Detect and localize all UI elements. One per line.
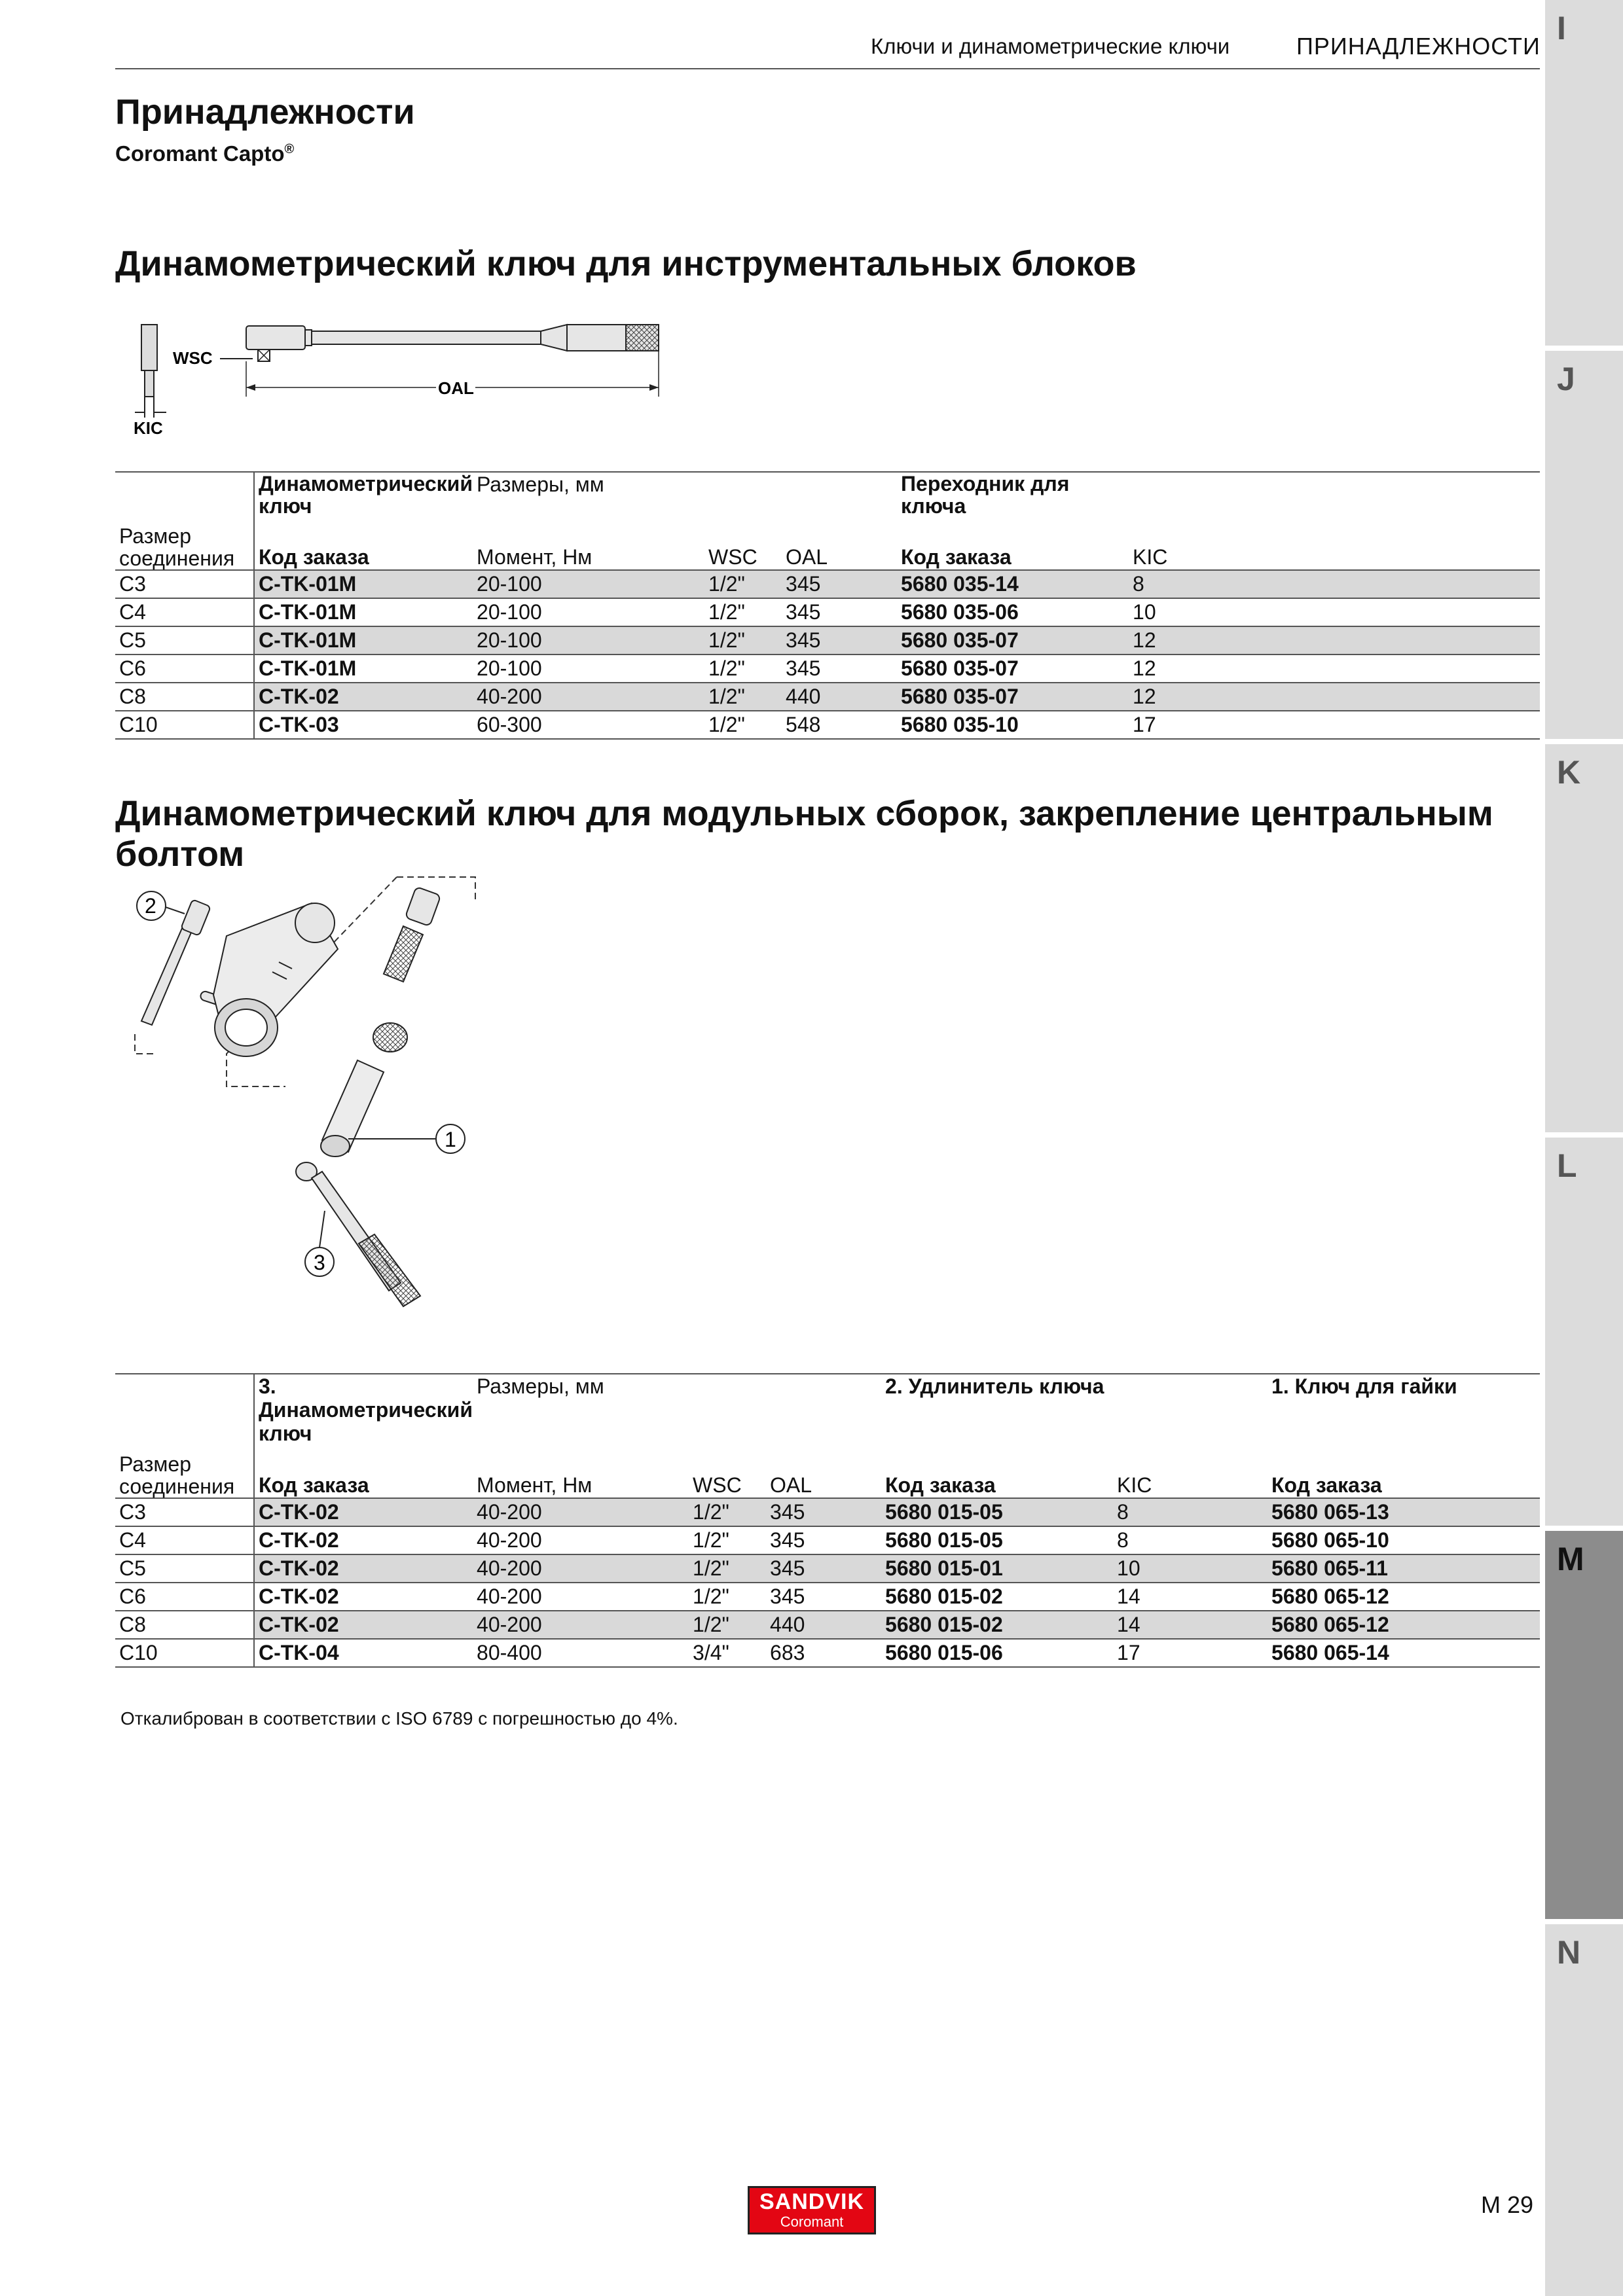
table-row — [115, 598, 1540, 626]
column-header: WSC — [689, 1445, 766, 1498]
cell: C-TK-04 — [254, 1639, 473, 1667]
group-header — [766, 1374, 881, 1445]
cell: C-TK-01M — [254, 598, 473, 626]
table-row — [115, 1498, 1540, 1526]
cell: 5680 035-10 — [897, 711, 1129, 739]
cell: 8 — [1113, 1526, 1267, 1554]
group-header — [1113, 1374, 1267, 1445]
cell: C-TK-03 — [254, 711, 473, 739]
group-header — [782, 472, 897, 517]
column-header: OAL — [766, 1445, 881, 1498]
cell: 5680 035-14 — [897, 570, 1129, 598]
column-header: Код заказа — [254, 1445, 473, 1498]
cell: C-TK-02 — [254, 1526, 473, 1554]
cell: 5680 035-07 — [897, 655, 1129, 683]
cell: 5680 015-05 — [881, 1526, 1113, 1554]
cell: 1/2" — [704, 655, 782, 683]
center-bolt — [405, 887, 441, 927]
cell: 14 — [1113, 1583, 1267, 1611]
cell: C-TK-02 — [254, 683, 473, 711]
column-header: KIC — [1129, 517, 1540, 570]
logo-sub: Coromant — [780, 2214, 844, 2230]
cell: 12 — [1129, 626, 1540, 655]
cell: 8 — [1129, 570, 1540, 598]
cell: 440 — [766, 1611, 881, 1639]
cell: 5680 065-10 — [1267, 1526, 1540, 1554]
cell: 40-200 — [473, 1554, 689, 1583]
cell: C4 — [115, 1526, 254, 1554]
cell: 1/2" — [689, 1498, 766, 1526]
kic-label: KIC — [134, 418, 163, 438]
header-divider — [115, 68, 1540, 69]
cell: C-TK-02 — [254, 1498, 473, 1526]
cell: 14 — [1113, 1611, 1267, 1639]
cell: C-TK-02 — [254, 1611, 473, 1639]
cell: 1/2" — [689, 1526, 766, 1554]
group-header: Размеры, мм — [473, 472, 704, 517]
table-tool-block-wrench — [115, 471, 1540, 740]
cell: C-TK-02 — [254, 1583, 473, 1611]
cell: 683 — [766, 1639, 881, 1667]
section2-title: Динамометрический ключ для модульных сборок, закрепление центральным болтом — [115, 794, 1493, 874]
cell: 5680 065-12 — [1267, 1583, 1540, 1611]
cell: 548 — [782, 711, 897, 739]
cell: 40-200 — [473, 1498, 689, 1526]
table-row — [115, 626, 1540, 655]
group-header: 3. Динамометрический ключ — [254, 1374, 473, 1445]
cell: 10 — [1129, 598, 1540, 626]
cell: 345 — [766, 1554, 881, 1583]
tab-i[interactable] — [1545, 0, 1623, 346]
page-title: Принадлежности — [115, 92, 415, 132]
cell: 345 — [766, 1498, 881, 1526]
cell: 40-200 — [473, 1583, 689, 1611]
group-header: Динамометрический ключ — [254, 472, 473, 517]
tab-l[interactable] — [1545, 1138, 1623, 1526]
table-modular-wrench — [115, 1373, 1540, 1668]
cell: C8 — [115, 683, 254, 711]
cell: 40-200 — [473, 683, 704, 711]
callout-2-label: 2 — [145, 894, 156, 918]
wsc-label: WSC — [173, 348, 213, 368]
tab-m[interactable] — [1545, 1531, 1623, 1919]
calibration-note: Откалиброван в соответствии с ISO 6789 с погрешностью до 4%. — [120, 1708, 678, 1729]
group-header: 1. Ключ для гайки — [1267, 1374, 1540, 1445]
cell: 5680 065-11 — [1267, 1554, 1540, 1583]
cell: C4 — [115, 598, 254, 626]
table-row — [115, 655, 1540, 683]
column-header-row — [115, 1445, 1540, 1498]
column-header: Код заказа — [254, 517, 473, 570]
cell: 5680 015-06 — [881, 1639, 1113, 1667]
cell: 5680 015-01 — [881, 1554, 1113, 1583]
table-row — [115, 1583, 1540, 1611]
column-header: Код заказа — [881, 1445, 1113, 1498]
column-header: OAL — [782, 517, 897, 570]
cell: 345 — [782, 598, 897, 626]
cell: 440 — [782, 683, 897, 711]
registered-mark: ® — [284, 142, 295, 156]
cell: C6 — [115, 1583, 254, 1611]
cell: 12 — [1129, 683, 1540, 711]
column-header: WSC — [704, 517, 782, 570]
column-header: Момент, Нм — [473, 517, 704, 570]
table-row — [115, 570, 1540, 598]
group-header-row — [115, 472, 1540, 517]
cell: 17 — [1113, 1639, 1267, 1667]
cell: 10 — [1113, 1554, 1267, 1583]
cell: 345 — [766, 1583, 881, 1611]
cell: C3 — [115, 570, 254, 598]
oal-label: OAL — [438, 378, 474, 398]
modular-assembly-diagram — [115, 864, 508, 1309]
tab-label: N — [1557, 1934, 1581, 1971]
wrench-shaft — [312, 331, 541, 344]
cell: 1/2" — [704, 711, 782, 739]
cell: 1/2" — [689, 1583, 766, 1611]
tab-label: I — [1557, 10, 1566, 46]
page-subtitle — [115, 141, 294, 166]
table-row — [115, 711, 1540, 739]
side-tabs — [1545, 0, 1623, 2296]
cell: 5680 065-12 — [1267, 1611, 1540, 1639]
cell: 8 — [1113, 1498, 1267, 1526]
tab-label: M — [1557, 1541, 1584, 1577]
tab-label: L — [1557, 1147, 1577, 1184]
cell: 1/2" — [704, 598, 782, 626]
group-header: Переходник для ключа — [897, 472, 1129, 517]
group-header — [115, 1374, 254, 1445]
torque-wrench-diagram — [115, 312, 718, 442]
group-header — [115, 472, 254, 517]
cell: 20-100 — [473, 598, 704, 626]
cell: 5680 065-14 — [1267, 1639, 1540, 1667]
column-header: Код заказа — [897, 517, 1129, 570]
cell: 5680 035-07 — [897, 626, 1129, 655]
subtitle-text: Coromant Capto — [115, 141, 285, 166]
cell: 20-100 — [473, 655, 704, 683]
group-header — [689, 1374, 766, 1445]
group-header — [1129, 472, 1540, 517]
cell: 5680 035-07 — [897, 683, 1129, 711]
cell: 60-300 — [473, 711, 704, 739]
column-header-row — [115, 517, 1540, 570]
cell: 40-200 — [473, 1526, 689, 1554]
cell: 5680 015-05 — [881, 1498, 1113, 1526]
cell: C10 — [115, 711, 254, 739]
table-row — [115, 1611, 1540, 1639]
cell: 5680 015-02 — [881, 1611, 1113, 1639]
group-header: Размеры, мм — [473, 1374, 689, 1445]
cell: 345 — [782, 570, 897, 598]
tab-label: K — [1557, 754, 1581, 791]
cell: 17 — [1129, 711, 1540, 739]
cell: 5680 015-02 — [881, 1583, 1113, 1611]
cell: 1/2" — [704, 683, 782, 711]
key-tip — [145, 370, 154, 397]
cell: 20-100 — [473, 626, 704, 655]
tab-j[interactable] — [1545, 351, 1623, 739]
cell: 1/2" — [704, 570, 782, 598]
cell: C8 — [115, 1611, 254, 1639]
group-header — [704, 472, 782, 517]
nut — [373, 1023, 407, 1052]
cell: 3/4" — [689, 1639, 766, 1667]
callout-1-label: 1 — [445, 1128, 456, 1151]
cell: 12 — [1129, 655, 1540, 683]
table-row — [115, 683, 1540, 711]
cell: C6 — [115, 655, 254, 683]
tab-label: J — [1557, 361, 1575, 397]
cell: 1/2" — [689, 1554, 766, 1583]
cell: C5 — [115, 1554, 254, 1583]
hex-key — [141, 916, 196, 1025]
column-header: Размер соединения — [115, 1445, 254, 1498]
cell: C10 — [115, 1639, 254, 1667]
cell: C-TK-02 — [254, 1554, 473, 1583]
column-header: Размер соединения — [115, 517, 254, 570]
cell: 20-100 — [473, 570, 704, 598]
group-header: 2. Удлинитель ключа — [881, 1374, 1113, 1445]
column-header: Код заказа — [1267, 1445, 1540, 1498]
tab-n[interactable] — [1545, 1924, 1623, 2296]
wrench-head — [246, 326, 305, 350]
table-row — [115, 1554, 1540, 1583]
cell: 5680 035-06 — [897, 598, 1129, 626]
key-side-view — [141, 325, 157, 370]
cell: C5 — [115, 626, 254, 655]
cell: 5680 065-13 — [1267, 1498, 1540, 1526]
header-section: ПРИНАДЛЕЖНОСТИ — [1296, 33, 1541, 60]
header-subtitle: Ключи и динамометрические ключи — [871, 34, 1230, 58]
cell: C-TK-01M — [254, 570, 473, 598]
table-row — [115, 1526, 1540, 1554]
cell: 345 — [782, 655, 897, 683]
section1-title: Динамометрический ключ для инструментальных блоков — [115, 244, 1137, 283]
cell: 1/2" — [689, 1611, 766, 1639]
cell: 80-400 — [473, 1639, 689, 1667]
table-row — [115, 1639, 1540, 1667]
cell: C3 — [115, 1498, 254, 1526]
cell: C-TK-01M — [254, 655, 473, 683]
page-number: M 29 — [1481, 2191, 1534, 2218]
column-header: Момент, Нм — [473, 1445, 689, 1498]
sandvik-logo — [748, 2186, 876, 2234]
cell: 1/2" — [704, 626, 782, 655]
cell: 345 — [782, 626, 897, 655]
group-header-row — [115, 1374, 1540, 1445]
cell: 40-200 — [473, 1611, 689, 1639]
cell: 345 — [766, 1526, 881, 1554]
callout-3-label: 3 — [314, 1251, 325, 1274]
column-header: KIC — [1113, 1445, 1267, 1498]
logo-brand: SANDVIK — [759, 2189, 865, 2214]
cell: C-TK-01M — [254, 626, 473, 655]
